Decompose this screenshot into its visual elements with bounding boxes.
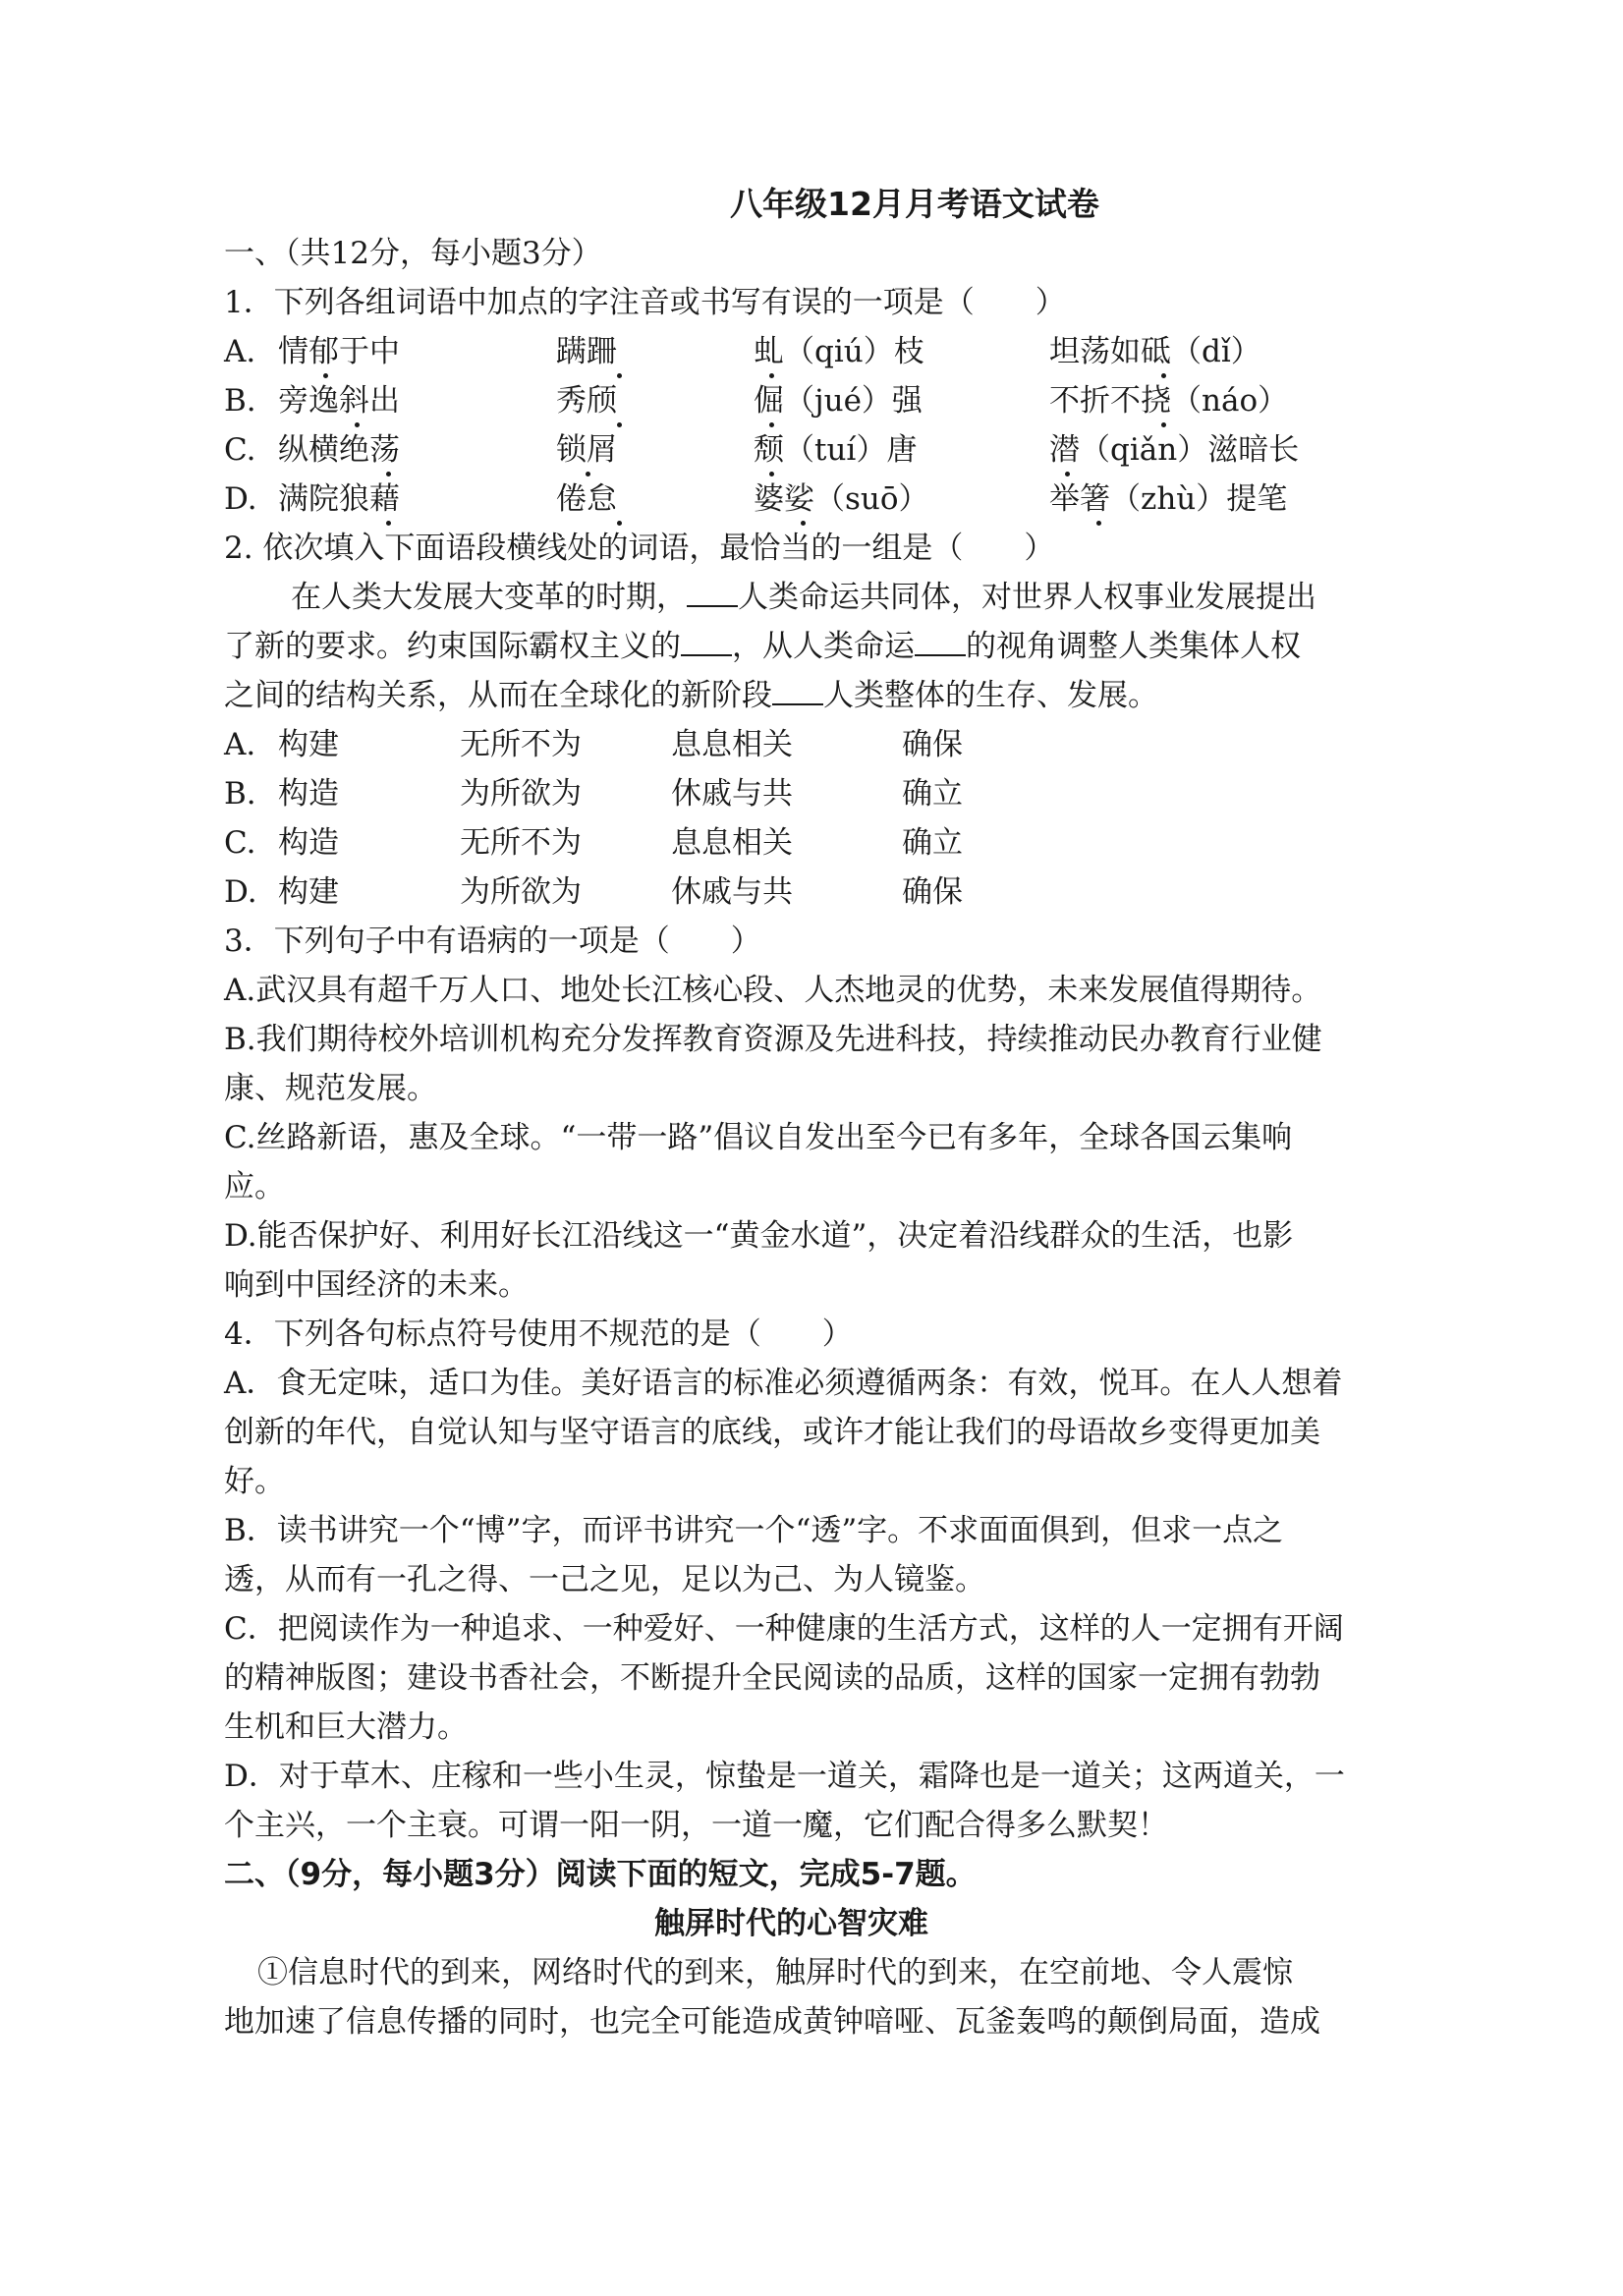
emphasis-dot [1161,373,1166,378]
option-item: 满院狼藉 [278,481,400,517]
option-item: 颓（tuí）唐 [754,432,918,468]
emphasis-dot [586,472,590,476]
q4-line: 的精神版图；建设书香社会，不断提升全民阅读的品质，这样的国家一定拥有勃勃 [224,1660,1320,1696]
q4-line: 创新的年代，自觉认知与坚守语言的底线，或许才能让我们的母语故乡变得更加美 [224,1415,1320,1450]
option-item: 息息相关 [671,727,793,762]
emphasis-dot [769,422,774,427]
passage-text: 了新的要求。约束国际霸权主义的 [224,629,681,664]
q4-line: C．把阅读作为一种追求、一种爱好、一种健康的生活方式，这样的人一定拥有开阔 [224,1611,1344,1647]
option-item: 无所不为 [460,727,582,762]
emphasis-dot [769,373,774,378]
option-item: 休戚与共 [671,776,793,812]
q2-passage-line [224,676,1158,715]
option-item: 潜（qiǎn）滋暗长 [1049,432,1300,468]
emphasis-dot [617,521,622,526]
emphasis-dot [1065,472,1070,476]
fill-blank [687,578,738,607]
option-item: 情郁于中 [278,334,400,369]
q1-stem: 1．下列各组词语中加点的字注音或书写有误的一项是（ ） [224,285,1066,320]
q3-stem: 3．下列句子中有语病的一项是（ ） [224,924,761,959]
passage-text: 的视角调整人类集体人权 [966,629,1301,664]
fill-blank [915,627,966,656]
page-title: 八年级12月月考语文试卷 [730,185,1099,223]
q2-passage-line [291,578,1316,617]
emphasis-dot [1096,521,1101,526]
option-item: 蹒跚 [556,334,617,369]
option-item: 倔（jué）强 [754,383,923,419]
option-item: 为所欲为 [460,874,582,910]
passage-text: 人类命运共同体，对世界人权事业发展提出 [738,580,1316,615]
option-item: 休戚与共 [671,874,793,910]
emphasis-dot [617,422,622,427]
option-label: C. [224,825,256,861]
option-item: 构建 [278,874,339,910]
option-item: 构造 [278,776,339,812]
passage-text: 在人类大发展大变革的时期， [291,580,687,615]
option-label: D. [224,874,257,910]
q4-line: 个主兴，一个主衰。可谓一阳一阴，一道一魔，它们配合得多么默契！ [224,1808,1168,1843]
option-label: A. [224,727,256,762]
option-item: 为所欲为 [460,776,582,812]
option-item: 构建 [278,727,339,762]
option-item: 婆娑（suō） [754,481,929,517]
section-1-header: 一、（共12分，每小题3分） [224,236,602,271]
option-item: 确立 [902,825,963,861]
option-item: 举箸（zhù）提笔 [1049,481,1288,517]
q4-line: 透，从而有一孔之得、一己之见，足以为己、为人镜鉴。 [224,1562,985,1597]
option-label: B. [224,776,256,812]
q3-line: C.丝路新语，惠及全球。“一带一路”倡议自发出至今已有多年，全球各国云集响 [224,1120,1293,1155]
emphasis-dot [323,373,328,378]
option-item: 坦荡如砥（dǐ） [1049,334,1261,369]
q4-line: D．对于草木、庄稼和一些小生灵，惊蛰是一道关，霜降也是一道关；这两道关，一 [224,1759,1345,1794]
q3-line: A.武汉具有超千万人口、地处长江核心段、人杰地灵的优势，未来发展值得期待。 [224,973,1322,1008]
q4-stem: 4．下列各句标点符号使用不规范的是（ ） [224,1316,853,1352]
option-item: 虬（qiú）枝 [754,334,924,369]
emphasis-dot [769,472,774,476]
article-line: 地加速了信息传播的同时，也完全可能造成黄钟喑哑、瓦釜轰鸣的颠倒局面，造成 [224,2004,1320,2040]
q3-line: 响到中国经济的未来。 [224,1267,529,1303]
q3-line: B.我们期待校外培训机构充分发挥教育资源及先进科技，持续推动民办教育行业健 [224,1022,1322,1057]
q3-line: D.能否保护好、利用好长江沿线这一“黄金水道”，决定着沿线群众的生活，也影 [224,1218,1294,1254]
q4-line: 好。 [224,1464,285,1499]
q4-line: 生机和巨大潜力。 [224,1709,468,1745]
option-item: 无所不为 [460,825,582,861]
section-2-header: 二、（9分，每小题3分）阅读下面的短文，完成5-7题。 [224,1857,977,1892]
q4-line: B．读书讲究一个“博”字，而评书讲究一个“透”字。不求面面俱到，但求一点之 [224,1513,1284,1548]
emphasis-dot [1161,422,1166,427]
q3-line: 应。 [224,1169,285,1204]
passage-text: 人类整体的生存、发展。 [823,678,1158,713]
emphasis-dot [386,472,391,476]
option-label: D. [224,481,257,517]
emphasis-dot [617,373,622,378]
option-label: C. [224,432,256,468]
passage-text: 之间的结构关系，从而在全球化的新阶段 [224,678,772,713]
option-item: 倦怠 [556,481,617,517]
option-label: A. [224,334,256,369]
option-item: 确保 [902,874,963,910]
q3-line: 康、规范发展。 [224,1071,437,1106]
fill-blank [681,627,732,656]
option-item: 不折不挠（náo） [1049,383,1289,419]
q2-passage-line [224,627,1301,666]
passage-text: ，从人类命运 [732,629,915,664]
option-item: 确保 [902,727,963,762]
option-item: 旁逸斜出 [278,383,400,419]
emphasis-dot [355,422,360,427]
option-item: 息息相关 [671,825,793,861]
option-item: 锁屑 [556,432,617,468]
q2-stem: 2. 依次填入下面语段横线处的词语，最恰当的一组是（ ） [224,531,1055,566]
q4-line: A．食无定味，适口为佳。美好语言的标准必须遵循两条：有效，悦耳。在人人想着 [224,1366,1343,1401]
option-label: B. [224,383,256,419]
option-item: 秀颀 [556,383,617,419]
article-title: 触屏时代的心智灾难 [654,1906,928,1941]
option-item: 构造 [278,825,339,861]
emphasis-dot [386,521,391,526]
option-item: 确立 [902,776,963,812]
option-item: 纵横绝荡 [278,432,400,468]
article-line: ①信息时代的到来，网络时代的到来，触屏时代的到来，在空前地、令人震惊 [257,1955,1293,1990]
fill-blank [772,676,823,705]
emphasis-dot [801,521,806,526]
